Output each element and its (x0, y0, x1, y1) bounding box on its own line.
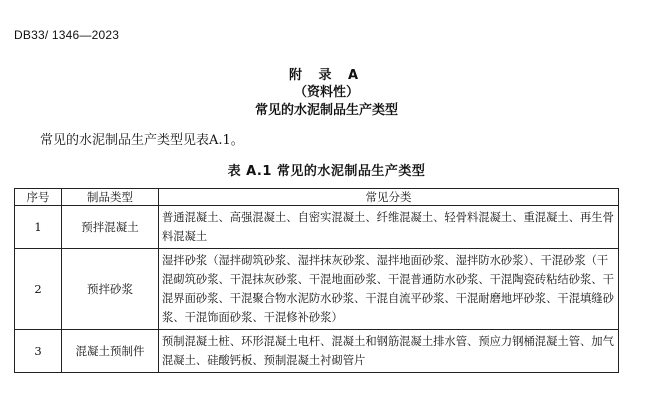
table-row (15, 330, 619, 373)
row-number: 3 (15, 330, 62, 373)
header-common-categories: 常见分类 (159, 189, 619, 206)
row-product-type: 预拌混凝土 (62, 206, 159, 249)
table-row (15, 249, 619, 330)
row-categories: 预制混凝土桩、环形混凝土电杆、混凝土和钢筋混凝土排水管、预应力钢桶混凝土管、加气混凝土、硅酸钙板、预制混凝土衬砌管片 (159, 330, 619, 373)
row-product-type: 预拌砂浆 (62, 249, 159, 330)
row-number: 2 (15, 249, 62, 330)
product-types-table (14, 188, 619, 373)
row-categories: 普通混凝土、高强混凝土、自密实混凝土、纤维混凝土、轻骨料混凝土、重混凝土、再生骨料混凝土 (159, 206, 619, 249)
header-product-type: 制品类型 (62, 189, 159, 206)
table-header-row (15, 189, 619, 206)
table-row (15, 206, 619, 249)
row-product-type: 混凝土预制件 (62, 330, 159, 373)
appendix-nature: （资料性） (293, 85, 359, 100)
intro-paragraph: 常见的水泥制品生产类型见表A.1。 (40, 133, 244, 148)
document-code: DB33/ 1346—2023 (14, 28, 120, 42)
table-title: 表 A.1 常见的水泥制品生产类型 (227, 164, 426, 179)
appendix-title: 附 录 A (288, 68, 365, 83)
row-number: 1 (15, 206, 62, 249)
appendix-heading: 常见的水泥制品生产类型 (254, 103, 398, 118)
row-categories: 湿拌砂浆（湿拌砌筑砂浆、湿拌抹灰砂浆、湿拌地面砂浆、湿拌防水砂浆）、干混砂浆（干混砌筑砂浆、干混抹灰砂浆、干混地面砂浆、干混普通防水砂浆、干混陶瓷砖粘结砂浆、干混界面砂浆、干混聚合物水泥防水砂浆、干混自流平砂浆、干混耐磨地坪砂浆、干混填缝砂浆、干混饰面砂浆、干混修补砂浆） (159, 249, 619, 330)
header-serial: 序号 (15, 189, 62, 206)
